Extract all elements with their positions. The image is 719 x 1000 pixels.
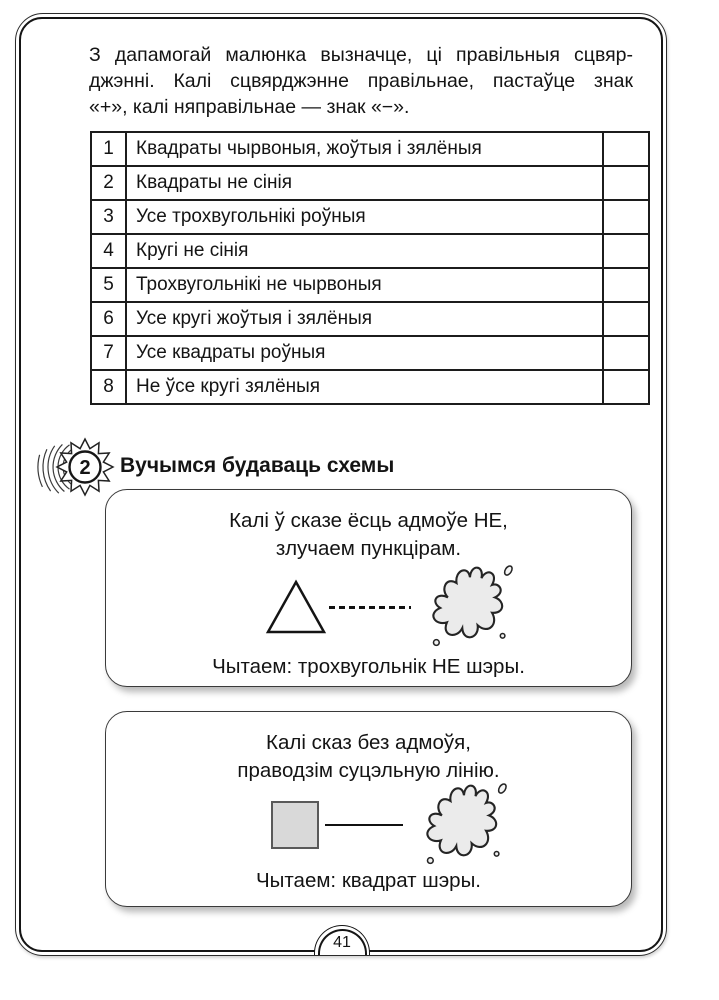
ink-splat-icon [409, 777, 517, 873]
section-title: Вучымся будаваць схемы [120, 454, 395, 477]
instruction-line: З дапамогай малюнка вызначце, ці правільныя сцвяр- [89, 44, 633, 66]
table-row [91, 302, 649, 336]
instruction-line: «+», калі няправільнае — знак «−». [89, 96, 410, 118]
square-icon [271, 801, 319, 849]
rule-text: Калі сказ без адмоўя, праводзім суцэльную лінію. [237, 731, 500, 782]
answer-cell [603, 132, 649, 166]
scheme-diagram [131, 571, 656, 643]
answer-cell [603, 166, 649, 200]
answer-cell [603, 200, 649, 234]
rule-box-negation [105, 489, 632, 687]
answer-cell [603, 268, 649, 302]
dashed-connector [329, 606, 411, 609]
instruction-line: джэнні. Калі сцвярджэнне правільнае, пастаўце знак [89, 70, 633, 92]
triangle-icon [265, 578, 327, 636]
sun-badge-icon [27, 435, 121, 501]
table-row [91, 132, 649, 166]
row-number: 8 [91, 370, 126, 404]
table-row [91, 200, 649, 234]
answer-cell [603, 336, 649, 370]
row-number: 2 [91, 166, 126, 200]
statements-table [90, 131, 650, 405]
table-row [91, 370, 649, 404]
answer-cell [603, 302, 649, 336]
statement-text: Кругі не сінія [126, 234, 603, 268]
row-number: 7 [91, 336, 126, 370]
rule-text: Калі ў сказе ёсць адмоўе НЕ, злучаем пункцірам. [229, 509, 508, 560]
statement-text: Усе трохвугольнікі роўныя [126, 200, 603, 234]
statement-text: Трохвугольнікі не чырвоныя [126, 268, 603, 302]
table-row [91, 166, 649, 200]
statement-text: Усе кругі жоўтыя і зялёныя [126, 302, 603, 336]
answer-cell [603, 370, 649, 404]
rule-caption: Чытаем: трохвугольнік НЕ шэры. [212, 655, 525, 678]
page-number: 41 [333, 934, 351, 951]
rule-box-affirmative [105, 711, 632, 907]
scheme-diagram [131, 793, 656, 857]
statement-text: Усе квадраты роўныя [126, 336, 603, 370]
table-row [91, 336, 649, 370]
statement-text: Не ўсе кругі зялёныя [126, 370, 603, 404]
section-number: 2 [79, 457, 91, 479]
solid-connector [325, 824, 403, 827]
rule-caption: Чытаем: квадрат шэры. [255, 869, 481, 892]
statement-text: Квадраты не сінія [126, 166, 603, 200]
ink-splat-icon [415, 559, 523, 655]
statement-text: Квадраты чырвоныя, жоўтыя і зялёныя [126, 132, 603, 166]
table-row [91, 234, 649, 268]
row-number: 6 [91, 302, 126, 336]
answer-cell [603, 234, 649, 268]
row-number: 1 [91, 132, 126, 166]
table-row [91, 268, 649, 302]
row-number: 4 [91, 234, 126, 268]
task-instructions [89, 42, 633, 120]
row-number: 5 [91, 268, 126, 302]
row-number: 3 [91, 200, 126, 234]
